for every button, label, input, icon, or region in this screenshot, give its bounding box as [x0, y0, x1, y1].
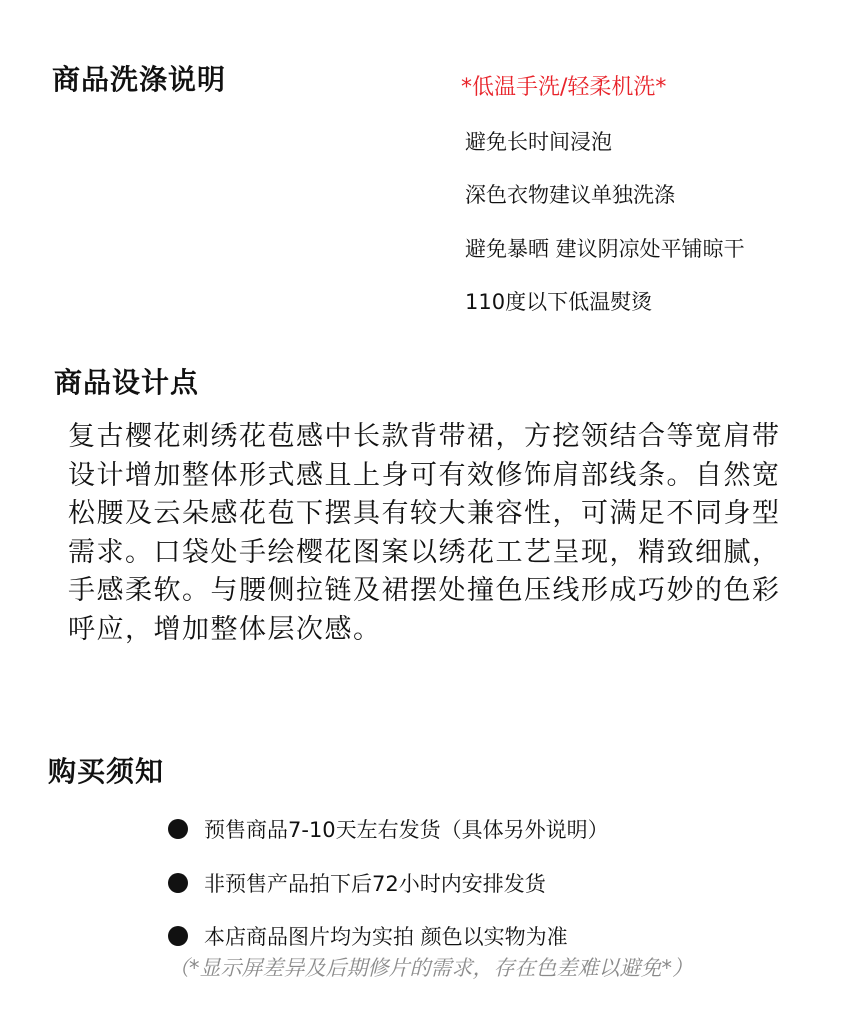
- wash-item: 110度以下低温熨烫: [465, 290, 653, 314]
- purchase-section-title: 购买须知: [48, 755, 165, 788]
- color-difference-note: （*显示屏差异及后期修片的需求，存在色差难以避免*）: [168, 956, 693, 980]
- purchase-item-text: 非预售产品拍下后72小时内安排发货: [204, 872, 546, 896]
- wash-section-title: 商品洗涤说明: [52, 63, 227, 96]
- design-section-title: 商品设计点: [54, 366, 200, 399]
- bullet-dot-icon: [168, 873, 188, 893]
- purchase-item-text: 本店商品图片均为实拍 颜色以实物为准: [204, 925, 568, 949]
- wash-highlight: *低温手洗/轻柔机洗*: [461, 75, 667, 100]
- purchase-item: [168, 921, 568, 951]
- purchase-item: [168, 868, 546, 898]
- wash-item: 避免暴晒 建议阴凉处平铺晾干: [465, 237, 745, 261]
- purchase-item: [168, 814, 609, 844]
- wash-item: 避免长时间浸泡: [465, 130, 612, 154]
- design-description: 复古樱花刺绣花苞感中长款背带裙，方挖领结合等宽肩带设计增加整体形式感且上身可有效修饰肩部线条。自然宽松腰及云朵感花苞下摆具有较大兼容性，可满足不同身型需求。口袋处手绘樱花图案以绣花工艺呈现，精致细腻，手感柔软。与腰侧拉链及裙摆处撞色压线形成巧妙的色彩呼应，增加整体层次感。: [68, 421, 781, 645]
- purchase-item-text: 预售商品7-10天左右发货（具体另外说明）: [204, 818, 609, 842]
- bullet-dot-icon: [168, 926, 188, 946]
- wash-item: 深色衣物建议单独洗涤: [465, 183, 675, 207]
- bullet-dot-icon: [168, 819, 188, 839]
